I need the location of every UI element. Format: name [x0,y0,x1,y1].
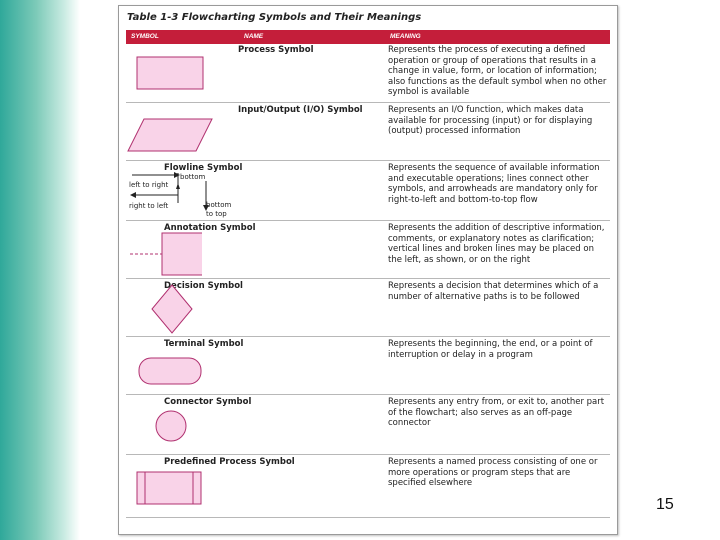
header-symbol: SYMBOL [131,33,159,40]
decision-symbol-icon [150,283,200,335]
row-meaning: Represents an I/O function, which makes data available for processing (input) or for displaying (output) processed information [388,105,593,136]
row-name: Flowline Symbol [164,163,243,173]
table-header-row [126,30,610,44]
label-bottom-to-top-1: bottom [206,201,232,209]
label-bottom: bottom [180,173,206,181]
table-row-connector [126,394,610,455]
header-name: NAME [244,33,264,40]
row-meaning: Represents the beginning, the end, or a point of interruption or delay in a program [388,339,593,360]
row-meaning: Represents a named process consisting of one or more operations or program steps that are specified elsewhere [388,457,598,488]
predefined-process-symbol-icon [136,471,206,507]
row-meaning: Represents a decision that determines which of a number of alternative paths is to be followed [388,281,599,302]
row-name: Input/Output (I/O) Symbol [238,105,363,115]
terminal-symbol-icon [138,357,204,387]
row-name: Predefined Process Symbol [164,457,295,467]
table-row-input-output [126,102,610,161]
label-left-to-right: left to right [129,181,169,189]
row-meaning: Represents the process of executing a defined operation or group of operations that results in a change in value, form, or location of information; also functions as the default symbol when no other symbol is available [388,45,607,97]
table-title: Table 1-3 Flowcharting Symbols and Their Meanings [127,12,422,23]
table-row-decision [126,278,610,337]
row-meaning: Represents any entry from, or exit to, another part of the flowchart; also serves as an off-page connector [388,397,605,428]
decorative-side-band [0,0,80,540]
table-row-predefined-process [126,454,610,518]
row-meaning: Represents the sequence of available information and executable operations; lines connect other symbols, and arrowheads are mandatory only for right-to-left and bottom-to-top flow [388,163,600,205]
input-output-symbol-icon [126,117,216,155]
row-name: Terminal Symbol [164,339,244,349]
row-name: Annotation Symbol [164,223,256,233]
row-name: Decision Symbol [164,281,243,291]
row-name: Connector Symbol [164,397,252,407]
label-bottom-to-top-2: to top [206,210,227,218]
table-row-annotation [126,220,610,279]
header-meaning: MEANING [390,33,421,40]
row-meaning: Represents the addition of descriptive information, comments, or explanatory notes as clarification; vertical lines and broken lines may be placed on the left, as shown, or on the right [388,223,605,265]
table-row-terminal [126,336,610,395]
table-row-process [126,44,610,102]
table-card [118,5,618,535]
table-row-flowline [126,160,610,221]
row-name: Process Symbol [238,45,314,55]
connector-symbol-icon [154,409,190,445]
annotation-symbol-icon [128,231,208,277]
process-symbol-icon [136,56,206,92]
label-right-to-left: right to left [129,202,169,210]
page-number: 15 [656,496,674,513]
